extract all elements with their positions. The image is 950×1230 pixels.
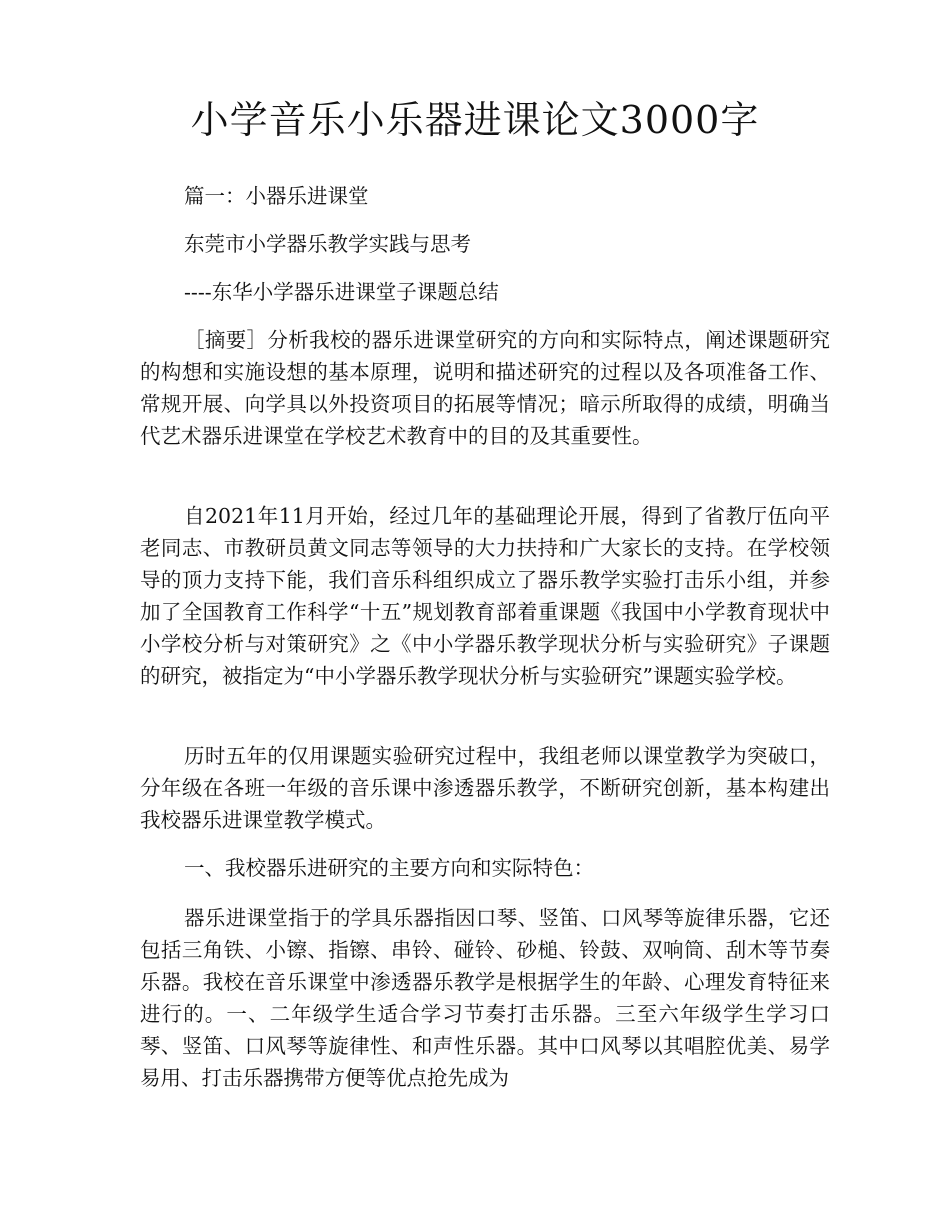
section-heading-one: 一、我校器乐进研究的主要方向和实际特色： — [184, 856, 594, 880]
body-paragraph: 器乐进课堂指于的学具乐器指因口琴、竖笛、口风琴等旋律乐器，它还包括三角铁、小镲、指镲、串铃、碰铃、砂槌、铃鼓、双响筒、刮木等节奏乐器。我校在音乐课堂中渗透器乐教学是根据学生的年龄、心理发育特征来进行的。一、二年级学生适合学习节奏打击乐器。三至六年级学生学习口琴、竖笛、口风琴等旋律性、和声性乐器。其中口风琴以其唱腔优美、易学易用、打击乐器携带方便等优点抢先成为 — [140, 906, 830, 1090]
document-title: 小学音乐小乐器进课论文3000字 — [190, 98, 760, 142]
subtitle-note: ----东华小学器乐进课堂子课题总结 — [184, 280, 499, 304]
subtitle: 东莞市小学器乐教学实践与思考 — [184, 232, 471, 256]
abstract-paragraph: ［摘要］分析我校的器乐进课堂研究的方向和实际特点，阐述课题研究的构想和实施设想的基本原理，说明和描述研究的过程以及各项准备工作、常规开展、向学具以外投资项目的拓展等情况；暗示所取得的成绩，明确当代艺术器乐进课堂在学校艺术教育中的目的及其重要性。 — [140, 328, 830, 448]
body-paragraph: 自2021年11月开始，经过几年的基础理论开展，得到了省教厅伍向平老同志、市教研员黄文同志等领导的大力扶持和广大家长的支持。在学校领导的顶力支持下能，我们音乐科组织成立了器乐教学实验打击乐小组，并参加了全国教育工作科学“十五”规划教育部着重课题《我国中小学教育现状中小学校分析与对策研究》之《中小学器乐教学现状分析与实验研究》子课题的研究，被指定为“中小学器乐教学现状分析与实验研究”课题实验学校。 — [140, 504, 830, 688]
body-paragraph: 历时五年的仅用课题实验研究过程中，我组老师以课堂教学为突破口，分年级在各班一年级的音乐课中渗透器乐教学，不断研究创新，基本构建出我校器乐进课堂教学模式。 — [140, 744, 830, 832]
section-heading: 篇一：小器乐进课堂 — [184, 184, 369, 208]
